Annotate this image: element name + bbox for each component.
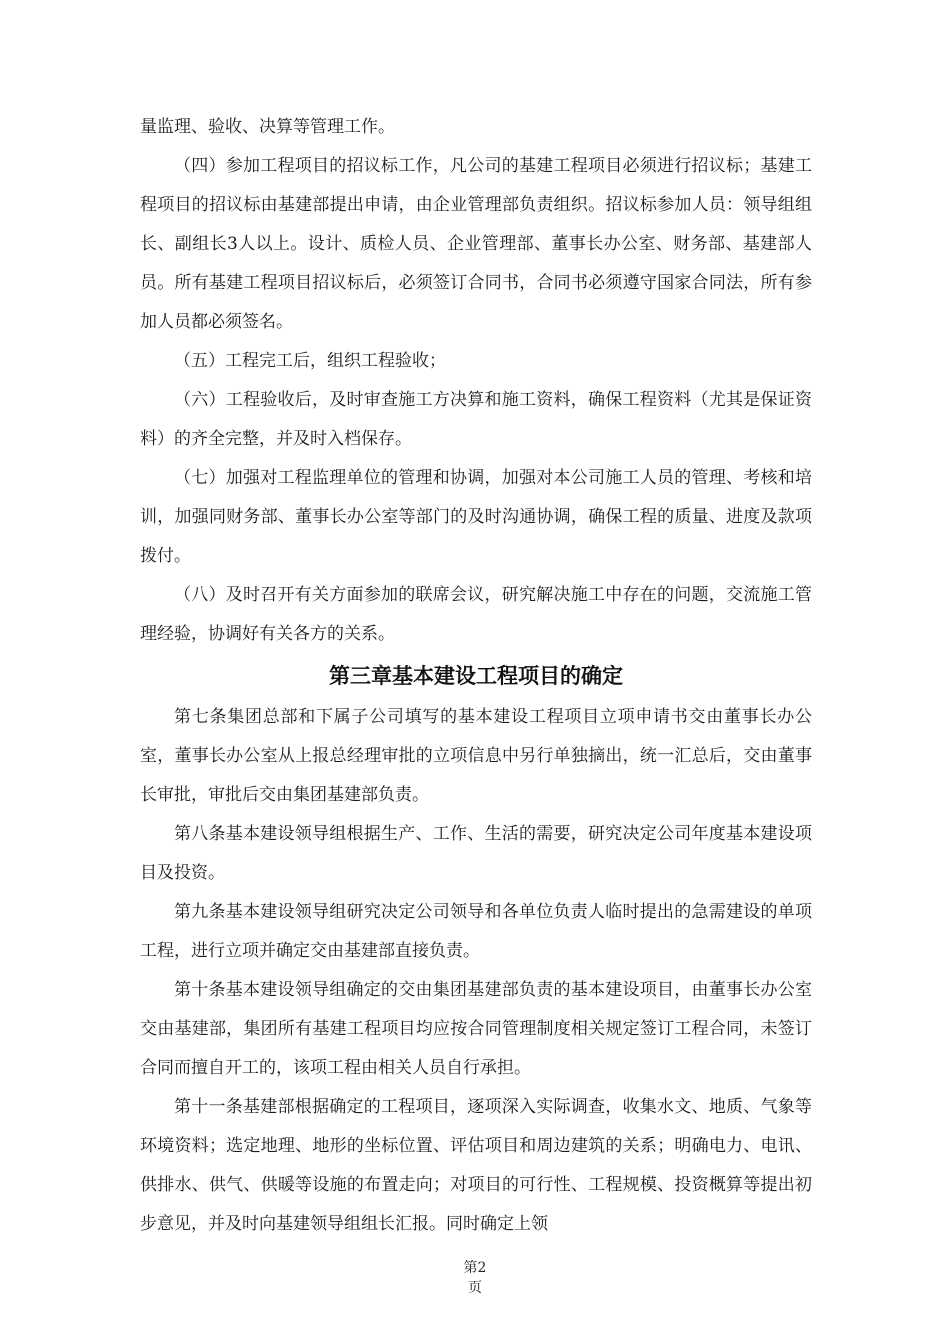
article-paragraph: 第八条基本建设领导组根据生产、工作、生活的需要，研究决定公司年度基本建设项目及投资。 (140, 824, 812, 883)
document-body (140, 108, 812, 1244)
page-number-line1: 第2 (463, 1260, 487, 1276)
chapter-heading: 第三章基本建设工程项目的确定 (329, 664, 623, 688)
article-paragraph: 第七条集团总部和下属子公司填写的基本建设工程项目立项申请书交由董事长办公室，董事长办公室从上报总经理审批的立项信息中另行单独摘出，统一汇总后，交由董事长审批，审批后交由集团基建部负责。 (140, 707, 812, 805)
article-paragraph: 第十条基本建设领导组确定的交由集团基建部负责的基本建设项目，由董事长办公室交由基建部，集团所有基建工程项目均应按合同管理制度相关规定签订工程合同，未签订合同而擅自开工的，该项工程由相关人员自行承担。 (140, 980, 812, 1078)
paragraph: （四）参加工程项目的招议标工作，凡公司的基建工程项目必须进行招议标；基建工程项目的招议标由基建部提出申请，由企业管理部负责组织。招议标参加人员：领导组组长、副组长3人以上。设计、质检人员、企业管理部、董事长办公室、财务部、基建部人员。所有基建工程项目招议标后，必须签订合同书，合同书必须遵守国家合同法，所有参加人员都必须签名。 (140, 156, 812, 332)
paragraph: （八）及时召开有关方面参加的联席会议，研究解决施工中存在的问题，交流施工管理经验，协调好有关各方的关系。 (140, 585, 812, 644)
paragraph: （六）工程验收后，及时审查施工方决算和施工资料，确保工程资料（尤其是保证资料）的齐全完整，并及时入档保存。 (140, 390, 812, 449)
page-number-line2: 页 (468, 1280, 482, 1296)
paragraph: 量监理、验收、决算等管理工作。 (140, 117, 395, 137)
article-paragraph: 第九条基本建设领导组研究决定公司领导和各单位负责人临时提出的急需建设的单项工程，进行立项并确定交由基建部直接负责。 (140, 902, 812, 961)
article-paragraph: 第十一条基建部根据确定的工程项目，逐项深入实际调查，收集水文、地质、气象等环境资料；选定地理、地形的坐标位置、评估项目和周边建筑的关系；明确电力、电讯、供排水、供气、供暖等设施的布置走向；对项目的可行性、工程规模、投资概算等提出初步意见，并及时向基建领导组组长汇报。同时确定上领 (140, 1097, 812, 1234)
page-number (0, 1258, 950, 1298)
paragraph: （七）加强对工程监理单位的管理和协调，加强对本公司施工人员的管理、考核和培训，加强同财务部、董事长办公室等部门的及时沟通协调，确保工程的质量、进度及款项拨付。 (140, 468, 812, 566)
paragraph: （五）工程完工后，组织工程验收； (174, 351, 446, 371)
